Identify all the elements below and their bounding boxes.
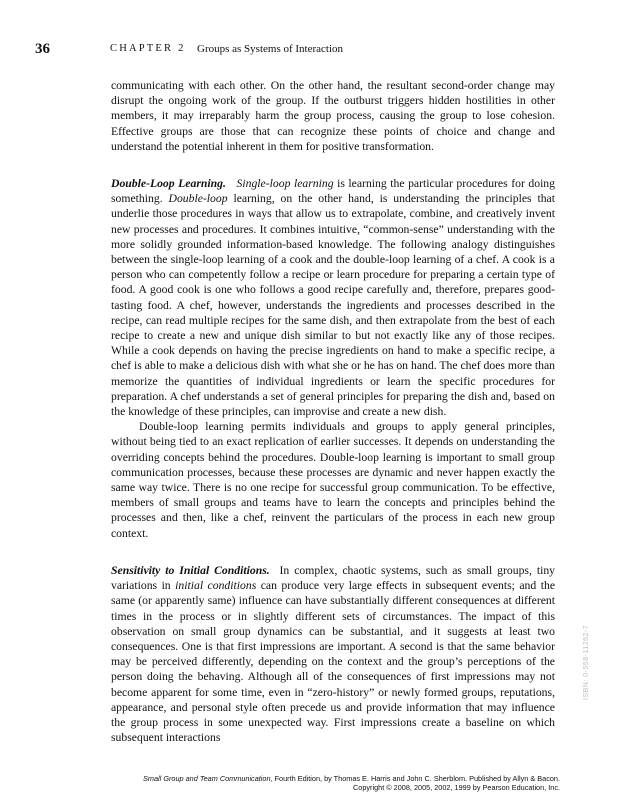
section-double-loop-learning: Double-Loop Learning. Single-loop learning is learning the particular procedures for doing something. Double-loop learning, on the other hand, is understanding the principles that underlie those procedures in ways that allow us to extrapolate, combine, and creatively invent new processes and procedures. It combines intuitive, “common-sense” understanding with the more solidly grounded information-based knowledge. The following analogy distinguishes between the single-loop learning of a cook and the double-loop learning of a chef. A cook is a person who can competently follow a recipe or learn procedure for preparing a certain type of food. A good cook is one who follows a good recipe carefully and, therefore, prepares good-tasting food. A chef, however, understands the ingredients and processes described in the recipe, can read multiple recipes for the same dish, and then extrapolate from the best of each recipe to create a new and unique dish similar to but not exactly like any of those recipes. While a cook depends on having the precise ingredients on hand to make a specific recipe, a chef is able to make a delicious dish with what she or he has on hand. The chef does more than memorize the quantities of individual ingredients or learn the specific procedures for preparation. A chef understands a set of general principles for preparing the dish and, based on the knowledge of these principles, can improvise and create a new dish. <box>111 177 555 419</box>
term-initial-conditions: initial conditions <box>175 579 257 593</box>
section-heading: Double-Loop Learning. <box>111 177 226 191</box>
footer-line-2: Copyright © 2008, 2005, 2002, 1999 by Pearson Education, Inc. <box>353 783 560 792</box>
term-single-loop: Single-loop learning <box>236 177 334 191</box>
body-text <box>111 78 555 745</box>
running-header <box>0 41 617 57</box>
paragraph-continuation: communicating with each other. On the other hand, the resultant second-order change may disrupt the ongoing work of the group. If the outburst triggers hidden hostilities in other members, it may irreparably harm the group process, causing the group to lose cohesion. Effective groups are those that can recognize these points of choice and change and understand the potential inherent in them for positive transformation. <box>111 79 555 153</box>
chapter-label: CHAPTER 2 <box>110 43 186 54</box>
section-sensitivity-initial-conditions: Sensitivity to Initial Conditions. In complex, chaotic systems, such as small groups, tiny variations in initial conditions can produce very large effects in subsequent events; and the same (or apparently same) influence can have substantially different consequences at different times in the process or in slightly different sets of circumstances. The impact of this observation on small group dynamics can be substantial, and it suggests at least two consequences. One is that first impressions are important. A second is that the same behavior may be perceived differently, depending on the context and the group’s perceptions of the person doing the behaving. Although all of the consequences of first impressions may not become apparent for some time, even in “zero-history” or newly formed groups, reputations, appearance, and personal style often precede us and provide information that may influence the group process in some unexpected way. First impressions create a baseline on which subsequent interactions <box>111 563 556 745</box>
section-heading: Sensitivity to Initial Conditions. <box>111 563 270 577</box>
copyright-footer <box>0 774 560 792</box>
term-double-loop: Double-loop <box>168 192 228 206</box>
page-number: 36 <box>35 41 50 57</box>
footer-book-title: Small Group and Team Communication, <box>143 774 273 783</box>
paragraph: Double-loop learning permits individuals and groups to apply general principles, without being tied to an exact replication of earlier successes. It depends on understanding the overriding concepts behind the procedures. Double-loop learning is important to small group communication processes, because these processes are dynamic and never happen exactly the same way twice. There is no one recipe for successful group communication. To be effective, members of small groups and teams have to learn the concepts and principles behind the processes and then, like a chef, reinvent the particulars of the process in each new group context. <box>111 420 555 540</box>
chapter-title: Groups as Systems of Interaction <box>197 43 344 55</box>
footer-line-1: Small Group and Team Communication, Fourth Edition, by Thomas E. Harris and John C. Sherblom. Published by Allyn & Bacon. <box>143 774 560 783</box>
isbn-sidebar: ISBN: 0-558-11262-7 <box>583 624 590 700</box>
